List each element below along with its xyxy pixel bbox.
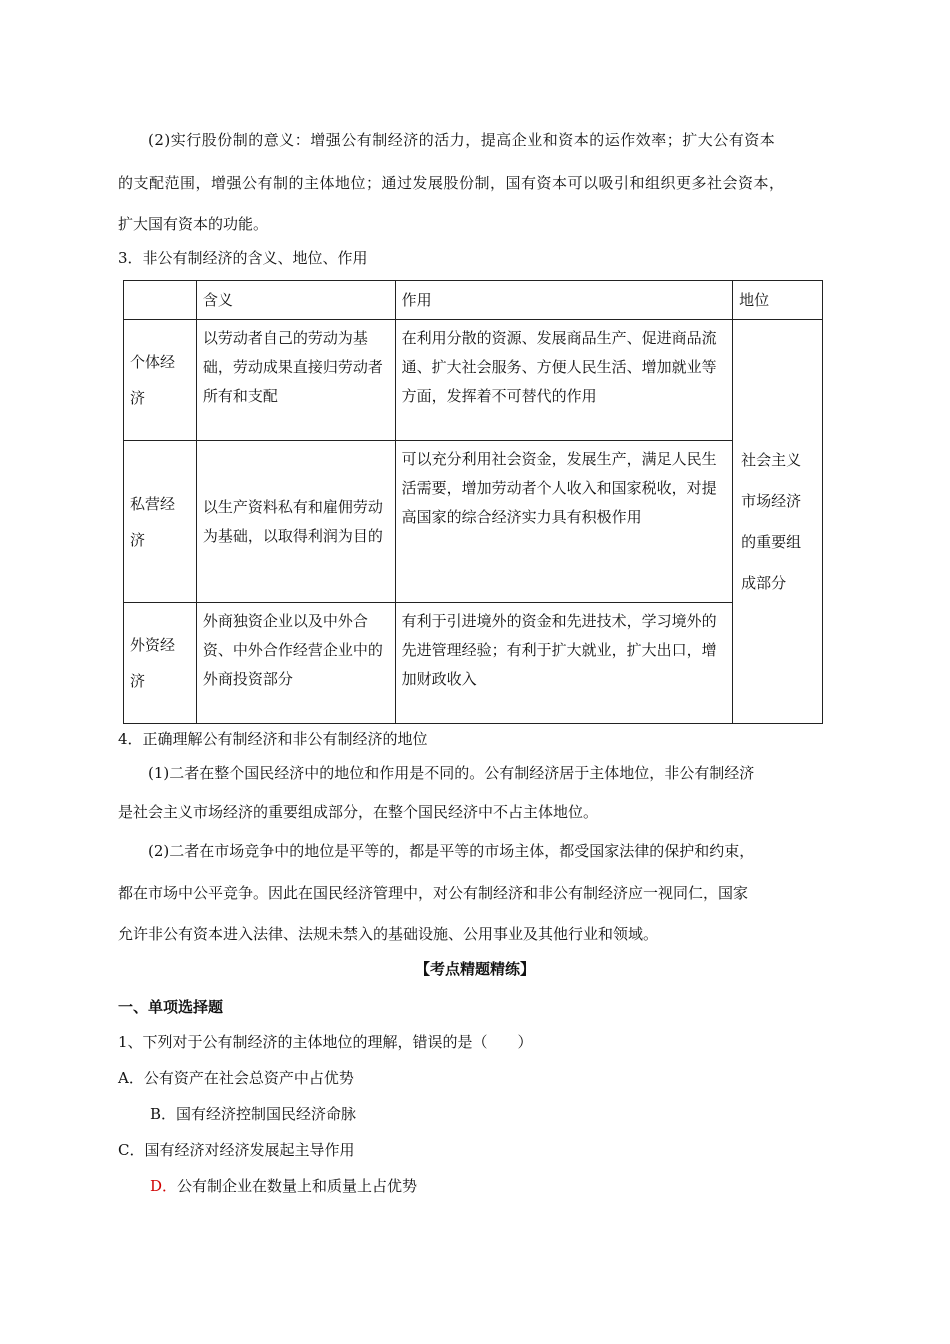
section-4-p1-line-2: 是社会主义市场经济的重要组成部分，在整个国民经济中不占主体地位。 — [118, 803, 599, 821]
option-letter-answer: D． — [150, 1177, 178, 1195]
meaning-cell: 以劳动者自己的劳动为基础，劳动成果直接归劳动者所有和支配 — [196, 320, 395, 441]
intro-line-1: (2)实行股份制的意义：增强公有制经济的活力，提高企业和资本的运作效率；扩大公有资本 — [148, 131, 776, 149]
question-1: 1、下列对于公有制经济的主体地位的理解，错误的是（ ） — [118, 1033, 533, 1051]
option-letter: C． — [118, 1141, 145, 1159]
section-4-p2-line-3: 允许非公有资本进入法律、法规未禁入的基础设施、公用事业及其他行业和领域。 — [118, 925, 659, 943]
option-c — [118, 1139, 355, 1160]
table-header-cell — [124, 281, 197, 320]
table-header-cell: 含义 — [196, 281, 395, 320]
option-text: 公有资产在社会总资产中占优势 — [143, 1069, 354, 1087]
table-header-cell: 地位 — [733, 281, 823, 320]
table-row — [124, 603, 823, 724]
role-cell: 有利于引进境外的资金和先进技术，学习境外的先进管理经验；有利于扩大就业，扩大出口，增加财政收入 — [395, 603, 732, 724]
table-row — [124, 320, 823, 441]
table-header-cell: 作用 — [395, 281, 732, 320]
option-letter: B． — [150, 1105, 177, 1123]
option-b — [150, 1103, 356, 1124]
section-4-p2-line-2: 都在市场中公平竞争。因此在国民经济管理中，对公有制经济和非公有制经济应一视同仁，国家 — [118, 884, 749, 902]
option-letter: A． — [118, 1069, 144, 1087]
intro-line-3: 扩大国有资本的功能。 — [118, 215, 269, 233]
table-row — [124, 441, 823, 603]
status-cell: 社会主义市场经济的重要组成部分 — [733, 320, 823, 724]
role-cell: 在利用分散的资源、发展商品生产、促进商品流通、扩大社会服务、方便人民生活、增加就业等方面，发挥着不可替代的作用 — [395, 320, 732, 441]
section-4-p1-line-1: (1)二者在整个国民经济中的地位和作用是不同的。公有制经济居于主体地位，非公有制经济 — [148, 764, 755, 782]
practice-title: 【考点精题精练】 — [414, 960, 535, 978]
section-4-heading: 4．正确理解公有制经济和非公有制经济的地位 — [118, 730, 428, 748]
meaning-cell: 以生产资料私有和雇佣劳动为基础，以取得利润为目的 — [196, 441, 395, 603]
option-d — [150, 1175, 417, 1196]
non-public-economy-table — [123, 280, 823, 724]
economy-type-cell: 私营经济 — [124, 441, 197, 603]
economy-type-cell: 个体经济 — [124, 320, 197, 441]
role-cell: 可以充分利用社会资金，发展生产，满足人民生活需要，增加劳动者个人收入和国家税收，对提高国家的综合经济实力具有积极作用 — [395, 441, 732, 603]
section-3-heading: 3．非公有制经济的含义、地位、作用 — [118, 249, 368, 267]
table-header-row — [124, 281, 823, 320]
meaning-cell: 外商独资企业以及中外合资、中外合作经营企业中的外商投资部分 — [196, 603, 395, 724]
option-text: 公有制企业在数量上和质量上占优势 — [177, 1177, 418, 1195]
practice-subtitle: 一、单项选择题 — [118, 998, 224, 1016]
section-4-p2-line-1: (2)二者在市场竞争中的地位是平等的，都是平等的市场主体，都受国家法律的保护和约束， — [148, 842, 755, 860]
option-text: 国有经济控制国民经济命脉 — [176, 1105, 357, 1123]
option-text: 国有经济对经济发展起主导作用 — [144, 1141, 355, 1159]
intro-line-2: 的支配范围，增强公有制的主体地位；通过发展股份制，国有资本可以吸引和组织更多社会资本， — [118, 174, 785, 192]
option-a — [118, 1067, 354, 1088]
economy-type-cell: 外资经济 — [124, 603, 197, 724]
